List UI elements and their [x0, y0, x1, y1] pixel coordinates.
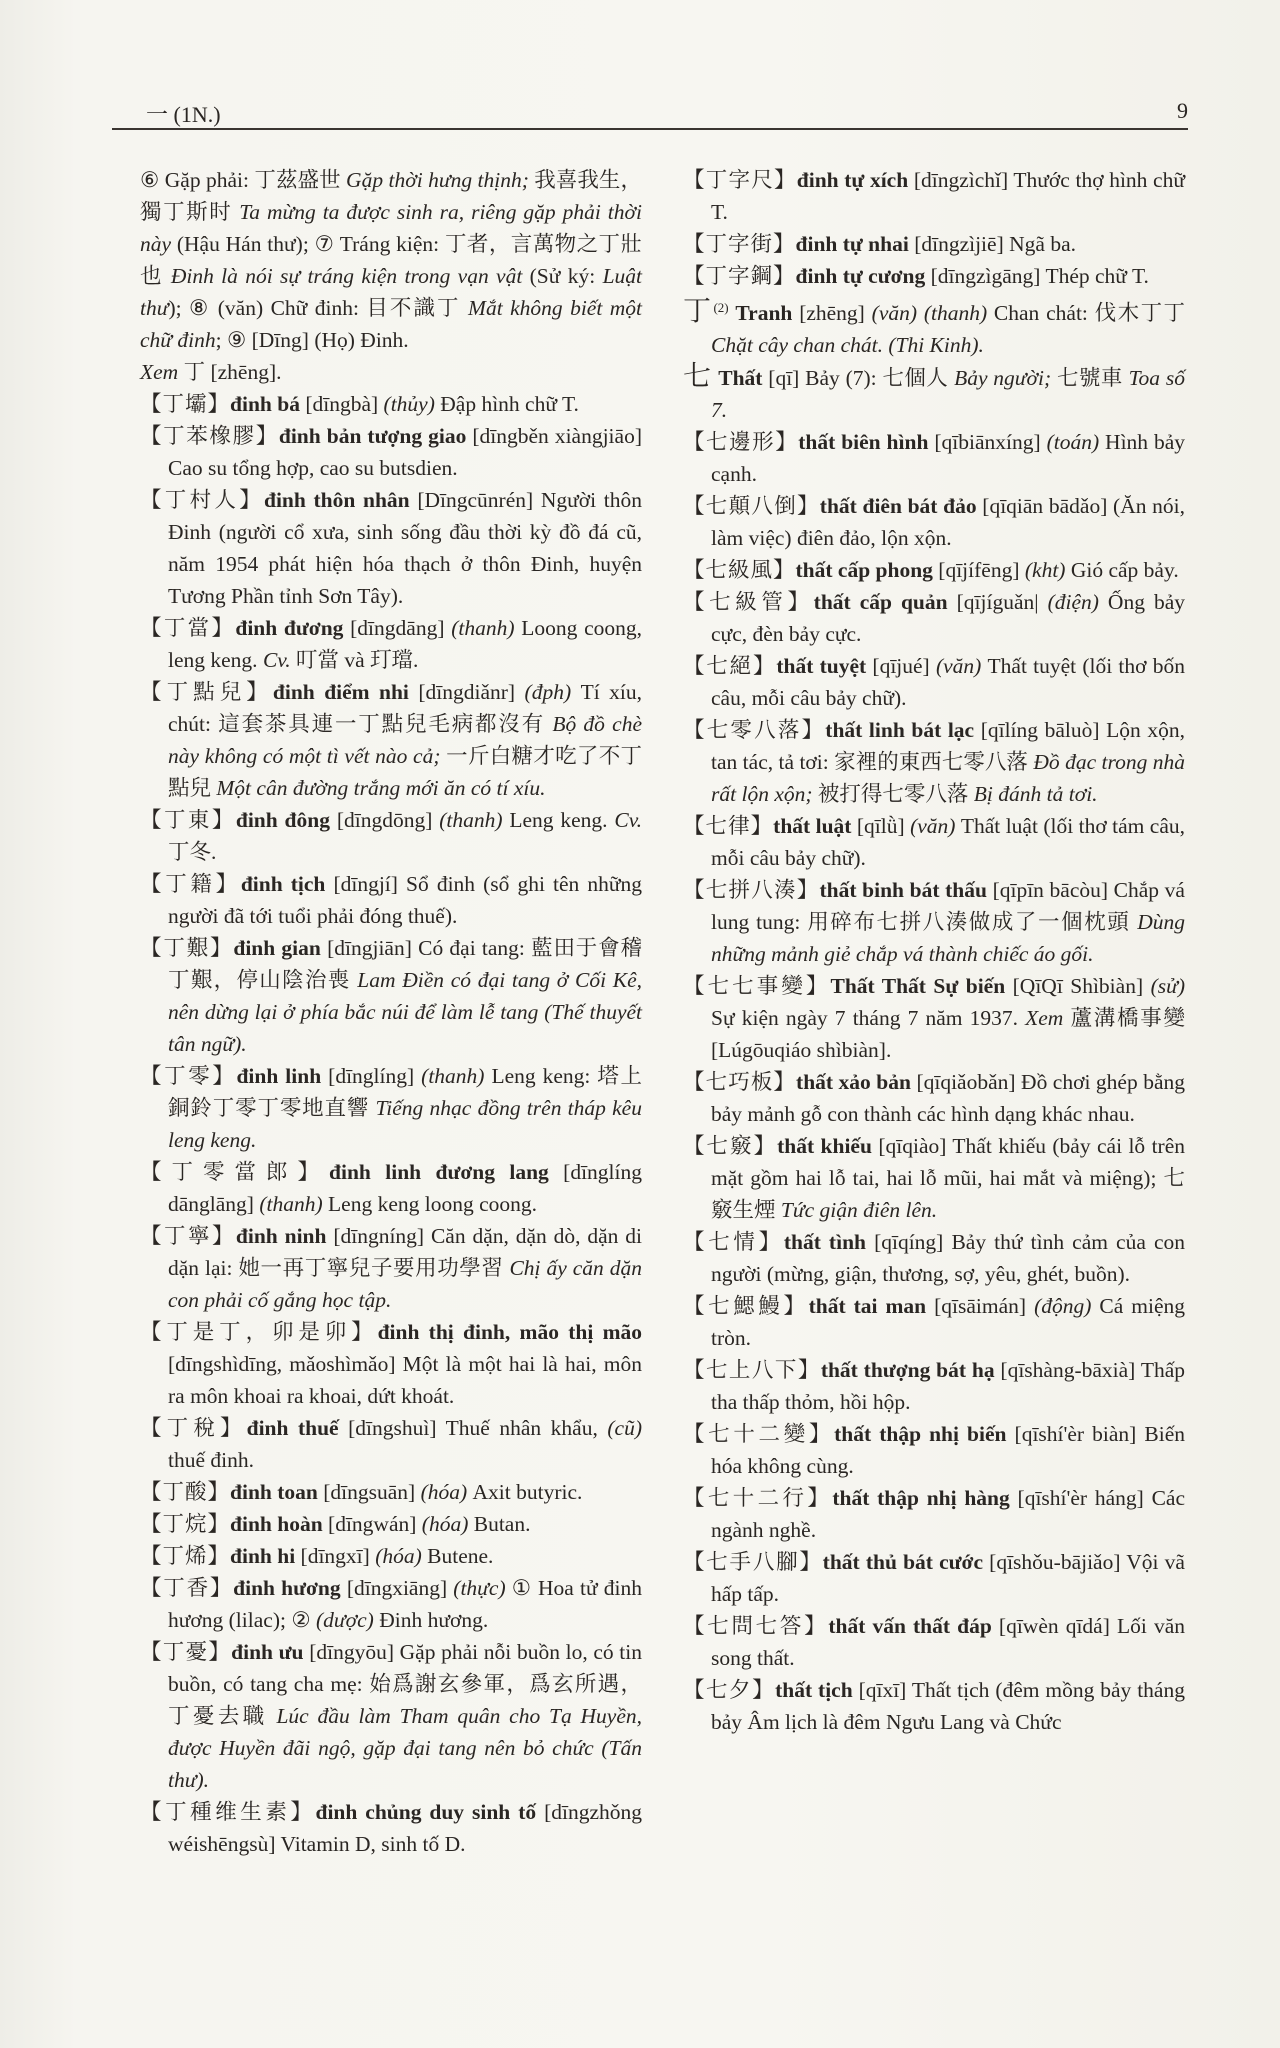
pinyin: [qīshí'èr háng] [1017, 1486, 1144, 1511]
compound-headword: 【丁寧】 [140, 1224, 236, 1248]
pinyin: [dīngbà] [305, 392, 379, 416]
definition-text: Ngã ba. [1009, 232, 1076, 256]
sino-vietnamese-reading: thất biên hình [798, 430, 929, 455]
abbreviation: (thanh) [259, 1192, 329, 1216]
definition-text: Bảy thứ tình cảm của con người (mừng, giận, thương, sợ, yêu, ghét, buồn). [711, 1230, 1185, 1287]
compound-headword: 【丁籍】 [140, 872, 241, 896]
header-rule [112, 128, 1188, 130]
chinese-text: 塔上銅鈴丁零丁零地直響 [168, 1064, 643, 1120]
pinyin: [dīngjí] [333, 872, 398, 896]
chinese-text: 七號車 [1056, 366, 1129, 391]
example-translation: Đinh là nói sự tráng kiện trong vạn vật [170, 264, 530, 288]
example-translation: Toa số 7. [711, 366, 1185, 423]
pinyin: [qījífēng] [938, 558, 1020, 583]
sino-vietnamese-reading: thất cấp phong [795, 558, 933, 583]
compound-headword: 【丁字街】 [683, 232, 796, 256]
definition-text: Lộn xộn, tan tác, tả tơi: [711, 718, 1185, 775]
compound-headword: 【七七事變】 [683, 974, 831, 999]
definition-text: Leng keng loong coong. [328, 1192, 538, 1216]
compound-headword: 【丁東】 [140, 808, 236, 832]
sino-vietnamese-reading: thất điên bát đảo [819, 494, 977, 519]
sino-vietnamese-reading: đinh bản tượng giao [278, 424, 467, 448]
compound-entry [140, 676, 642, 804]
pinyin: [qīwèn qīdá] [998, 1614, 1110, 1639]
compound-entry [683, 650, 1185, 714]
chinese-text: 這套茶具連一丁點兒毛病都沒有 [218, 712, 553, 736]
definition-text: Đinh hương. [379, 1608, 489, 1632]
sino-vietnamese-reading: thất khiếu [777, 1134, 872, 1159]
abbreviation: (văn) (thanh) [871, 301, 994, 326]
chinese-text: 叮當 và 玎璫. [295, 648, 419, 672]
definition-text: Bảy (7): [805, 366, 883, 391]
definition-text: Chắp vá lung tung: [711, 878, 1185, 935]
abbreviation: (động) [1034, 1294, 1100, 1319]
compound-headword: 【丁字鋼】 [683, 264, 796, 288]
compound-entry [140, 868, 642, 932]
definition-text: ⑥ Gặp phải: [140, 168, 255, 192]
running-head: 一 (1N.) [146, 102, 221, 127]
compound-headword: 【七巧板】 [683, 1070, 797, 1095]
definition-text: Người thôn Đinh (người cổ xưa, sinh sống đầu thời kỳ đồ đá cũ, năm 1954 phát hiện hóa thạch ở thôn Đinh, huyện Tương Phần tỉnh Sơn Tây). [168, 488, 643, 608]
headword-character: 七 [683, 361, 713, 393]
chinese-text: 七竅生煙 [711, 1166, 1185, 1223]
example-translation: Chặt cây chan chát. (Thi Kinh). [711, 333, 984, 358]
chinese-text: 始爲謝玄參軍，爲玄所遇，丁憂去職 [168, 1672, 642, 1728]
compound-entry [140, 420, 642, 484]
sino-vietnamese-reading: thất tịch [775, 1678, 853, 1703]
pinyin: [QīQī Shìbiàn] [1012, 974, 1144, 999]
compound-entry [140, 1540, 642, 1572]
compound-entry [140, 1412, 642, 1476]
definition-text: Tí xíu, chút: [168, 680, 642, 736]
sino-vietnamese-reading: đinh đông [235, 808, 330, 832]
definition-text: [zhēng]. [210, 360, 282, 384]
pinyin: [dīnglíng] [328, 1064, 415, 1088]
compound-headword: 【丁憂】 [140, 1640, 232, 1664]
compound-entry [683, 554, 1185, 586]
compound-headword: 【丁壩】 [140, 392, 231, 416]
sino-vietnamese-reading: đinh linh đương lang [329, 1160, 549, 1184]
compound-entry [683, 260, 1185, 292]
pinyin: [dīngwán] [328, 1512, 417, 1536]
compound-headword: 【七手八腳】 [683, 1550, 823, 1575]
definition-text: Thất tuyệt (lối thơ bốn câu, mỗi câu bảy chữ). [711, 654, 1185, 711]
sino-vietnamese-reading: đinh tịch [240, 872, 326, 896]
definition-text: Gió cấp bảy. [1070, 558, 1179, 583]
definition-text: [Lúgōuqiáo shìbiàn]. [711, 1038, 892, 1063]
definition-text: Hình bảy cạnh. [711, 430, 1186, 487]
pinyin: [qīshàng-bāxià] [1000, 1358, 1136, 1383]
pinyin: [dīngxī] [300, 1544, 370, 1568]
definition-text: thuế đinh. [168, 1448, 254, 1472]
chinese-text: 用碎布七拼八湊做成了一個枕頭 [807, 910, 1138, 935]
pinyin: [qīxī] [858, 1678, 907, 1703]
pinyin: [dīngzìgāng] [930, 264, 1041, 288]
definition-text: (Sử ký: [529, 264, 603, 288]
pinyin: [qīqiào] [878, 1134, 947, 1159]
chinese-text: 目不識丁 [366, 296, 469, 320]
definition-text: Thấp tha thấp thỏm, hồi hộp. [711, 1358, 1185, 1415]
example-translation: Luật thư [140, 264, 642, 320]
definition-text: Thước thợ hình chữ T. [711, 168, 1185, 224]
compound-headword: 【七拼八湊】 [683, 878, 820, 903]
abbreviation: (hóa) [375, 1544, 428, 1568]
pinyin: [qīsāimán] [934, 1294, 1027, 1319]
pinyin: [dīngxiāng] [346, 1576, 448, 1600]
chinese-text: 被打得七零八落 [817, 782, 974, 807]
example-translation: Đồ đạc trong nhà rất lộn xộn; [711, 750, 1185, 807]
pinyin: [zhēng] [799, 301, 865, 326]
page-number: 9 [1177, 98, 1188, 123]
compound-headword: 【七情】 [683, 1230, 784, 1255]
pinyin: [dīnglíng dānglāng] [168, 1160, 643, 1216]
sino-vietnamese-reading: đinh chủng duy sinh tố [315, 1800, 537, 1824]
definition-text: ; ⑨ [Dīng] (Họ) Đinh. [215, 328, 409, 352]
definition-text: Căn dặn, dặn dò, dặn di dặn lại: [168, 1224, 642, 1280]
compound-headword: 【丁艱】 [140, 936, 234, 960]
pinyin: [dīngsuān] [323, 1480, 416, 1504]
pinyin: [qīqíng] [874, 1230, 944, 1255]
compound-entry [683, 1290, 1185, 1354]
sino-vietnamese-reading: đinh tự cương [795, 264, 926, 288]
headword-entry [683, 292, 1185, 361]
chinese-text: 七個人 [882, 366, 955, 391]
sino-vietnamese-reading: thất tai man [808, 1294, 927, 1319]
example-translation: Bảy người; [954, 366, 1057, 391]
definition-text: Thuế nhân khẩu, [445, 1416, 608, 1440]
compound-entry [140, 932, 642, 1060]
compound-entry [683, 1418, 1185, 1482]
sino-vietnamese-reading: đinh thị đinh, mão thị mão [377, 1320, 642, 1344]
definition-text: Sự kiện ngày 7 tháng 7 năm 1937. [711, 1006, 1026, 1031]
definition-text: Lối văn song thất. [711, 1614, 1185, 1671]
pinyin: [qīqiān bādǎo] [982, 494, 1108, 519]
pinyin: [qīpīn bācòu] [992, 878, 1109, 903]
sino-vietnamese-reading: đinh hương [233, 1576, 341, 1600]
compound-entry [140, 1156, 642, 1220]
pinyin: [qīlǜ] [856, 814, 905, 839]
definition-text: Butene. [427, 1544, 494, 1568]
sino-vietnamese-reading: thất luật [773, 814, 852, 839]
definition-text: Axit butyric. [472, 1480, 583, 1504]
compound-entry [140, 1060, 642, 1156]
definition-text: Đập hình chữ T. [440, 392, 579, 416]
pinyin: [qībiānxíng] [934, 430, 1041, 455]
headword-character: 丁 [683, 296, 714, 328]
compound-entry [683, 970, 1185, 1066]
sino-vietnamese-reading: đinh linh [236, 1064, 322, 1088]
pinyin: [qījíguǎn| [956, 590, 1039, 615]
compound-entry [140, 1796, 642, 1860]
pinyin: [dīngzìchǐ] [913, 168, 1009, 192]
compound-headword: 【七鰓鰻】 [683, 1294, 809, 1319]
definition-text: Cao su tổng hợp, cao su butsdien. [168, 456, 458, 480]
compound-headword: 【七零八落】 [683, 718, 826, 743]
example-translation: Cv. [262, 648, 296, 672]
abbreviation: (thủy) [383, 392, 441, 416]
abbreviation: (sử) [1150, 974, 1186, 999]
chinese-text: 伐木丁丁 [1094, 301, 1185, 326]
definition-text: ); ⑧ (văn) Chữ đinh: [168, 296, 367, 320]
compound-headword: 【丁是丁，卯是卯】 [140, 1320, 378, 1344]
compound-headword: 【丁酸】 [140, 1480, 231, 1504]
right-column [683, 164, 1185, 1738]
compound-entry [140, 804, 642, 868]
example-translation: Gặp thời hưng thịnh; [346, 168, 535, 192]
definition-text: Thất tịch (đêm mồng bảy tháng bảy Âm lịch là đêm Ngưu Lang và Chức [711, 1678, 1185, 1735]
pinyin: [Dīngcūnrén] [417, 488, 534, 512]
compound-headword: 【七問七答】 [683, 1614, 829, 1639]
compound-entry [683, 228, 1185, 260]
sino-vietnamese-reading: thất thập nhị hàng [832, 1486, 1010, 1511]
compound-headword: 【丁村人】 [140, 488, 264, 512]
definition-text: Thép chữ T. [1045, 264, 1149, 288]
pinyin: [dīngníng] [333, 1224, 425, 1248]
sino-vietnamese-reading: đinh tự nhai [795, 232, 909, 256]
compound-headword: 【丁稅】 [140, 1416, 247, 1440]
compound-headword: 【七十二變】 [683, 1422, 835, 1447]
definition-text: Sổ đinh (sổ ghi tên những người đã tới tuổi phải đóng thuế). [168, 872, 643, 928]
abbreviation: (thanh) [421, 1064, 492, 1088]
compound-entry [683, 1226, 1185, 1290]
compound-headword: 【七級管】 [683, 590, 814, 615]
sino-vietnamese-reading: đinh ưu [231, 1640, 304, 1664]
sino-vietnamese-reading: thất tình [783, 1230, 866, 1255]
chinese-text: 她一再丁寧兒子要用功學習 [238, 1256, 510, 1280]
example-translation: Cv. [614, 808, 643, 832]
page-header [112, 92, 1188, 132]
headword-entry [683, 361, 1185, 426]
pinyin: [dīngběn xiàngjiāo] [472, 424, 642, 448]
example-translation: Xem [140, 360, 184, 384]
abbreviation: (đph) [524, 680, 581, 704]
compound-entry [683, 1674, 1185, 1738]
pinyin: [dīngjiān] [327, 936, 412, 960]
sino-vietnamese-reading: Thất [718, 366, 763, 391]
sino-vietnamese-reading: đinh bá [230, 392, 300, 416]
sino-vietnamese-reading: đinh thuế [246, 1416, 339, 1440]
pinyin: [qī] [768, 366, 800, 391]
compound-entry [683, 1546, 1185, 1610]
chinese-text: 丁冬. [168, 840, 217, 864]
compound-entry [140, 1476, 642, 1508]
chinese-text: 丁者，言萬物之丁壯也 [140, 232, 642, 288]
pinyin: [dīngshuì] [348, 1416, 437, 1440]
pinyin: [dīngyōu] [309, 1640, 394, 1664]
definition-text: Biến hóa không cùng. [711, 1422, 1186, 1479]
pinyin: [dīngzhǒng wéishēngsù] [168, 1800, 642, 1856]
sino-vietnamese-reading: Thất Thất Sự biến [830, 974, 1006, 999]
abbreviation: (văn) [935, 654, 988, 679]
sino-vietnamese-reading: đinh toan [230, 1480, 318, 1504]
example-translation: Bộ đồ chè này không có một tì vết nào cả; [168, 712, 642, 768]
compound-headword: 【七夕】 [683, 1678, 776, 1703]
compound-entry [683, 1610, 1185, 1674]
compound-headword: 【七級風】 [683, 558, 796, 583]
compound-entry [140, 388, 642, 420]
example-translation: Bị đánh tả tơi. [973, 782, 1098, 807]
abbreviation: (điện) [1047, 590, 1108, 615]
sino-vietnamese-reading: thất thượng bát hạ [820, 1358, 995, 1383]
chinese-text: 藍田于會稽丁艱，停山陰治喪 [168, 936, 642, 992]
sino-vietnamese-reading: thất binh bát thấu [819, 878, 987, 903]
pinyin: [qīshí'èr biàn] [1014, 1422, 1137, 1447]
compound-headword: 【七十二行】 [683, 1486, 833, 1511]
abbreviation: (thực) [453, 1576, 512, 1600]
compound-entry [683, 586, 1185, 650]
compound-headword: 【丁香】 [140, 1576, 234, 1600]
example-translation: Dùng những mảnh giẻ chắp vá thành chiếc áo gối. [711, 910, 1185, 967]
compound-entry [140, 484, 642, 612]
definition-text: Cá miệng tròn. [711, 1294, 1185, 1351]
pinyin: [dīngdōng] [336, 808, 433, 832]
sino-vietnamese-reading: thất linh bát lạc [825, 718, 975, 743]
compound-headword: 【丁當】 [140, 616, 236, 640]
compound-entry [683, 1066, 1185, 1130]
definition-text: ① Hoa tử đinh hương (lilac); ② [168, 1576, 643, 1632]
compound-headword: 【丁苯橡膠】 [140, 424, 279, 448]
cross-reference [140, 356, 642, 388]
definition-text: Đồ chơi ghép bằng bảy mảnh gỗ con thành các hình dạng khác nhau. [711, 1070, 1185, 1127]
compound-entry [140, 1508, 642, 1540]
example-translation: Xem [1025, 1006, 1071, 1031]
compound-entry [140, 1636, 642, 1796]
pinyin: [qīlíng bāluò] [980, 718, 1100, 743]
compound-headword: 【丁零當郎】 [140, 1160, 330, 1184]
sino-vietnamese-reading: thất xảo bản [796, 1070, 911, 1095]
example-translation: Lam Điền có đại tang ở Cối Kê, nên dừng lại ở phía bắc núi để làm lễ tang (Thế thuyết tân ngữ). [168, 968, 642, 1056]
example-translation: Lúc đầu làm Tham quân cho Tạ Huyền, được Huyền đãi ngộ, gặp đại tang nên bỏ chức (Tấn thư). [168, 1704, 642, 1792]
sino-vietnamese-reading: đinh hi [230, 1544, 296, 1568]
chinese-text: 一斤白糖才吃了不丁點兒 [168, 744, 642, 800]
chinese-text: 我喜我生，獨丁斯时 [140, 168, 642, 224]
entry-continuation [140, 164, 642, 356]
abbreviation: (kht) [1024, 558, 1071, 583]
pinyin: [qīshǒu-bājiǎo] [989, 1550, 1121, 1575]
compound-entry [140, 1316, 642, 1412]
abbreviation: (hóa) [421, 1512, 474, 1536]
pinyin: [dīngdiǎnr] [418, 680, 516, 704]
compound-headword: 【丁字尺】 [683, 168, 797, 192]
compound-entry [140, 1220, 642, 1316]
sino-vietnamese-reading: thất tuyệt [776, 654, 867, 679]
definition-text: (Hậu Hán thư); ⑦ Tráng kiện: [176, 232, 445, 256]
compound-headword: 【丁零】 [140, 1064, 237, 1088]
definition-text: Gặp phải nỗi buồn lo, có tin buồn, có tang cha mẹ: [168, 1640, 643, 1696]
sino-vietnamese-reading: đinh ninh [235, 1224, 327, 1248]
compound-entry [683, 1130, 1185, 1226]
compound-entry [683, 714, 1185, 810]
compound-headword: 【七顛八倒】 [683, 494, 820, 519]
compound-entry [683, 874, 1185, 970]
definition-text: Chan chát: [993, 301, 1095, 326]
pinyin: [qījué] [872, 654, 930, 679]
sino-vietnamese-reading: thất thủ bát cước [822, 1550, 983, 1575]
pinyin: [qīqiǎobǎn] [916, 1070, 1016, 1095]
chinese-text: 丁 [183, 360, 211, 384]
abbreviation: (hóa) [420, 1480, 473, 1504]
abbreviation: (thanh) [439, 808, 510, 832]
abbreviation: (thanh) [451, 616, 522, 640]
pinyin: [dīngzìjiē] [914, 232, 1004, 256]
compound-headword: 【七律】 [683, 814, 774, 839]
definition-text: Vitamin D, sinh tố D. [280, 1832, 466, 1856]
compound-entry [683, 164, 1185, 228]
example-translation: Tức giận điên lên. [780, 1198, 938, 1223]
definition-text: Leng keng: [491, 1064, 598, 1088]
sino-vietnamese-reading: đinh điểm nhi [272, 680, 409, 704]
example-translation: Tiếng nhạc đồng trên tháp kêu leng keng. [168, 1096, 642, 1152]
definition-text: Vội vã hấp tấp. [711, 1550, 1185, 1607]
definition-text: Leng keng. [509, 808, 615, 832]
compound-entry [683, 490, 1185, 554]
compound-headword: 【丁點兒】 [140, 680, 273, 704]
definition-text: Thất khiếu (bảy cái lỗ trên mặt gồm hai lỗ tai, hai lỗ mũi, hai mắt và miệng); [711, 1134, 1185, 1191]
compound-entry [683, 810, 1185, 874]
compound-entry [683, 1482, 1185, 1546]
definition-text: Một là một hai là hai, môn ra môn khoai ra khoai, dứt khoát. [168, 1352, 643, 1408]
compound-entry [140, 612, 642, 676]
pinyin: [dīngshìdīng, mǎoshìmǎo] [168, 1352, 396, 1376]
sino-vietnamese-reading: đinh hoàn [230, 1512, 323, 1536]
sino-vietnamese-reading: thất vấn thất đáp [828, 1614, 992, 1639]
example-translation: Mắt không biết một chữ đinh [140, 296, 642, 352]
sino-vietnamese-reading: đinh thôn nhân [264, 488, 410, 512]
compound-headword: 【七絕】 [683, 654, 777, 679]
abbreviation: (cũ) [607, 1416, 643, 1440]
compound-entry [683, 1354, 1185, 1418]
abbreviation: (văn) [910, 814, 961, 839]
sino-vietnamese-reading: đinh đương [235, 616, 344, 640]
compound-headword: 【丁烷】 [140, 1512, 231, 1536]
chinese-text: 家裡的東西七零八落 [834, 750, 1034, 775]
compound-headword: 【七邊形】 [683, 430, 799, 455]
definition-text: Các ngành nghề. [711, 1486, 1185, 1543]
compound-entry [140, 1572, 642, 1636]
definition-text: (Ăn nói, làm việc) điên đảo, lộn xộn. [711, 494, 1185, 551]
chinese-text: 蘆溝橋事變 [1070, 1006, 1185, 1031]
compound-headword: 【丁種维生素】 [140, 1800, 316, 1824]
compound-entry [683, 426, 1185, 490]
sino-vietnamese-reading: đinh gian [233, 936, 321, 960]
definition-text: Butan. [473, 1512, 531, 1536]
sino-vietnamese-reading: Tranh [735, 301, 793, 326]
example-translation: Ta mừng ta được sinh ra, riêng gặp phải thời này [140, 200, 642, 256]
abbreviation: (dược) [315, 1608, 380, 1632]
definition-text: Thất luật (lối thơ tám câu, mỗi câu bảy chữ). [711, 814, 1185, 871]
example-translation: Chị ấy căn dặn con phải cố gắng học tập. [168, 1256, 642, 1312]
sino-vietnamese-reading: thất thập nhị biến [834, 1422, 1007, 1447]
example-translation: Một cân đường trắng mới ăn có tí xíu. [216, 776, 546, 800]
definition-text: Có đại tang: [418, 936, 532, 960]
headword-index: (2) [713, 300, 729, 315]
compound-headword: 【七竅】 [683, 1134, 778, 1159]
pinyin: [dīngdāng] [350, 616, 445, 640]
definition-text: Ống bảy cực, đèn bảy cực. [711, 590, 1185, 647]
definition-text: Loong coong, leng keng. [168, 616, 642, 672]
sino-vietnamese-reading: thất cấp quản [813, 590, 948, 615]
compound-headword: 【丁烯】 [140, 1544, 231, 1568]
sino-vietnamese-reading: đinh tự xích [796, 168, 909, 192]
compound-headword: 【七上八下】 [683, 1358, 821, 1383]
chinese-text: 丁茲盛世 [254, 168, 347, 192]
abbreviation: (toán) [1046, 430, 1106, 455]
left-column [140, 164, 642, 1860]
